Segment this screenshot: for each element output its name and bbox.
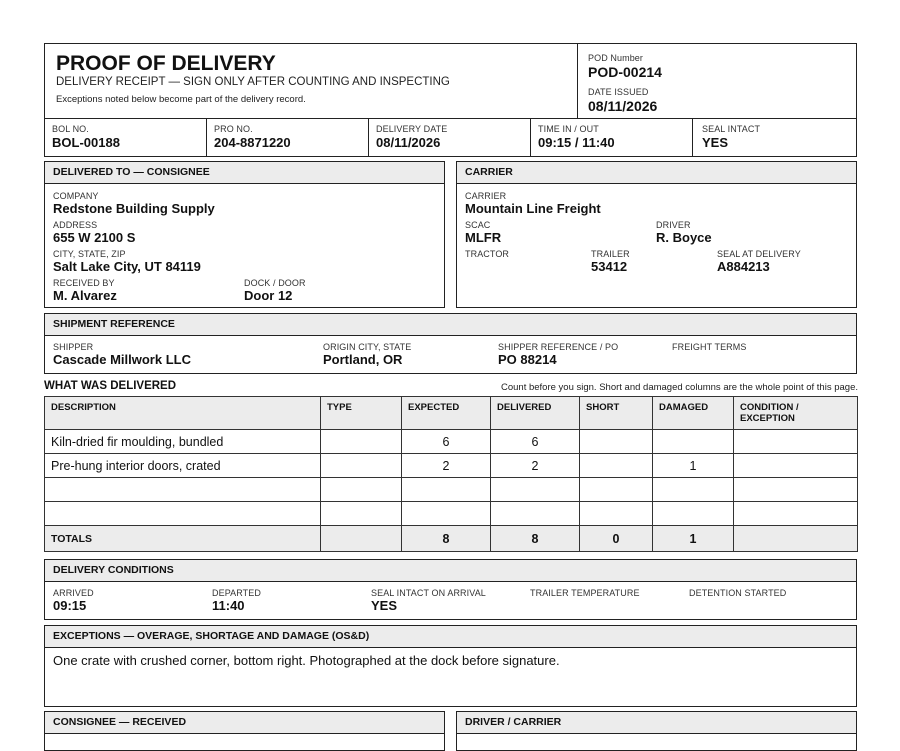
totals-expected: 8 — [402, 526, 491, 552]
cell-damaged — [653, 502, 734, 526]
table-row — [45, 502, 858, 526]
scac-value: MLFR — [465, 230, 502, 245]
cell-short — [580, 454, 653, 478]
consignee-panel — [44, 161, 445, 308]
cell-delivered — [491, 478, 580, 502]
ref-label: DELIVERY DATE — [376, 124, 448, 134]
cell-expected — [402, 478, 491, 502]
exceptions-text: One crate with crushed corner, bottom right. Photographed at the dock before signature. — [53, 653, 560, 668]
ref-label: BOL NO. — [52, 124, 89, 134]
company-value: Redstone Building Supply — [53, 201, 215, 216]
col-damaged: DAMAGED — [653, 397, 734, 430]
ref-label: SEAL INTACT — [702, 124, 761, 134]
cell-expected: 2 — [402, 454, 491, 478]
trailer-label: TRAILER — [591, 249, 630, 259]
trailer-value: 53412 — [591, 259, 628, 274]
pod-number: POD-00214 — [588, 64, 662, 80]
ref-value: 09:15 / 11:40 — [538, 135, 615, 150]
seal-on-arrival-value: YES — [371, 598, 398, 613]
col-type: TYPE — [321, 397, 402, 430]
departed-value: 11:40 — [212, 598, 245, 613]
totals-label: TOTALS — [45, 526, 321, 552]
ref-bol — [45, 118, 207, 156]
arrived-value: 09:15 — [53, 598, 87, 613]
ref-pro — [207, 118, 369, 156]
received-by-value: M. Alvarez — [53, 288, 117, 303]
cell-damaged — [653, 478, 734, 502]
document-header — [44, 43, 857, 119]
table-row — [45, 430, 858, 454]
cell-condition — [734, 502, 858, 526]
po-value: PO 88214 — [498, 352, 557, 367]
city-value: Salt Lake City, UT 84119 — [53, 259, 201, 274]
shipper-value: Cascade Millwork LLC — [53, 352, 191, 367]
ref-label: PRO NO. — [214, 124, 253, 134]
dock-label: DOCK / DOOR — [244, 278, 306, 288]
cell-damaged — [653, 430, 734, 454]
trailer-temp-label: TRAILER TEMPERATURE — [530, 588, 640, 598]
address-label: ADDRESS — [53, 220, 98, 230]
cell-type — [321, 478, 402, 502]
cell-damaged: 1 — [653, 454, 734, 478]
origin-label: ORIGIN CITY, STATE — [323, 342, 412, 352]
items-table — [44, 396, 858, 552]
shipper-label: SHIPPER — [53, 342, 94, 352]
freight-terms-label: FREIGHT TERMS — [672, 342, 747, 352]
ref-time-in-out — [531, 118, 693, 156]
ref-seal-intact — [693, 118, 856, 156]
consignee-signature-heading: CONSIGNEE — RECEIVED — [45, 712, 444, 734]
ref-value: YES — [702, 135, 729, 150]
col-short: SHORT — [580, 397, 653, 430]
shipment-panel — [44, 313, 857, 374]
consignee-signature-panel — [44, 711, 445, 751]
cell-delivered: 6 — [491, 430, 580, 454]
ref-delivery-date — [369, 118, 531, 156]
tractor-label: TRACTOR — [465, 249, 510, 259]
driver-signature-heading: DRIVER / CARRIER — [457, 712, 856, 734]
totals-type — [321, 526, 402, 552]
address-value: 655 W 2100 S — [53, 230, 136, 245]
cell-condition — [734, 430, 858, 454]
table-row — [45, 478, 858, 502]
totals-short: 0 — [580, 526, 653, 552]
cell-condition — [734, 454, 858, 478]
cell-short — [580, 430, 653, 454]
shipment-heading: SHIPMENT REFERENCE — [45, 314, 856, 336]
ref-value: BOL-00188 — [52, 135, 120, 150]
header-note: Exceptions noted below become part of the delivery record. — [56, 94, 306, 105]
scac-label: SCAC — [465, 220, 491, 230]
page-subtitle: DELIVERY RECEIPT — SIGN ONLY AFTER COUNTING AND INSPECTING — [56, 76, 450, 88]
cell-delivered — [491, 502, 580, 526]
ref-value: 204-8871220 — [214, 135, 291, 150]
exceptions-heading: EXCEPTIONS — OVERAGE, SHORTAGE AND DAMAGE (OS&D) — [45, 626, 856, 648]
pod-number-label: POD Number — [588, 53, 644, 63]
col-condition: CONDITION / EXCEPTION — [734, 397, 858, 430]
cell-expected: 6 — [402, 430, 491, 454]
date-issued-label: DATE ISSUED — [588, 87, 649, 97]
driver-signature-panel — [456, 711, 857, 751]
totals-delivered: 8 — [491, 526, 580, 552]
arrived-label: ARRIVED — [53, 588, 94, 598]
ref-label: TIME IN / OUT — [538, 124, 599, 134]
header-title-block — [45, 44, 578, 118]
exceptions-panel — [44, 625, 857, 707]
conditions-panel — [44, 559, 857, 620]
items-header-row — [45, 397, 858, 430]
reference-strip — [44, 118, 857, 157]
date-issued: 08/11/2026 — [588, 98, 658, 114]
cell-delivered: 2 — [491, 454, 580, 478]
page-title: PROOF OF DELIVERY — [56, 52, 276, 75]
cell-short — [580, 502, 653, 526]
items-section-title: WHAT WAS DELIVERED — [44, 380, 177, 392]
items-section-note: Count before you sign. Short and damaged columns are the whole point of this page. — [500, 382, 858, 393]
detention-label: DETENTION STARTED — [689, 588, 787, 598]
city-label: CITY, STATE, ZIP — [53, 249, 126, 259]
col-delivered: DELIVERED — [491, 397, 580, 430]
seal-at-delivery-label: SEAL AT DELIVERY — [717, 249, 801, 259]
cell-description — [45, 478, 321, 502]
carrier-panel — [456, 161, 857, 308]
totals-condition — [734, 526, 858, 552]
carrier-label: CARRIER — [465, 191, 507, 201]
conditions-heading: DELIVERY CONDITIONS — [45, 560, 856, 582]
col-expected: EXPECTED — [402, 397, 491, 430]
totals-row — [45, 526, 858, 552]
carrier-value: Mountain Line Freight — [465, 201, 601, 216]
cell-type — [321, 454, 402, 478]
ref-value: 08/11/2026 — [376, 135, 441, 150]
cell-description: Kiln-dried fir moulding, bundled — [45, 430, 321, 454]
consignee-heading: DELIVERED TO — CONSIGNEE — [45, 162, 444, 184]
cell-expected — [402, 502, 491, 526]
cell-short — [580, 478, 653, 502]
col-description: DESCRIPTION — [45, 397, 321, 430]
carrier-heading: CARRIER — [457, 162, 856, 184]
items-table-wrap — [44, 396, 857, 552]
received-by-label: RECEIVED BY — [53, 278, 115, 288]
po-label: SHIPPER REFERENCE / PO — [498, 342, 619, 352]
seal-on-arrival-label: SEAL INTACT ON ARRIVAL — [371, 588, 486, 598]
dock-value: Door 12 — [244, 288, 293, 303]
cell-description: Pre-hung interior doors, crated — [45, 454, 321, 478]
table-row — [45, 454, 858, 478]
departed-label: DEPARTED — [212, 588, 261, 598]
driver-label: DRIVER — [656, 220, 691, 230]
company-label: COMPANY — [53, 191, 99, 201]
seal-at-delivery-value: A884213 — [717, 259, 770, 274]
cell-type — [321, 502, 402, 526]
origin-value: Portland, OR — [323, 352, 403, 367]
totals-damaged: 1 — [653, 526, 734, 552]
cell-type — [321, 430, 402, 454]
driver-value: R. Boyce — [656, 230, 712, 245]
cell-condition — [734, 478, 858, 502]
cell-description — [45, 502, 321, 526]
